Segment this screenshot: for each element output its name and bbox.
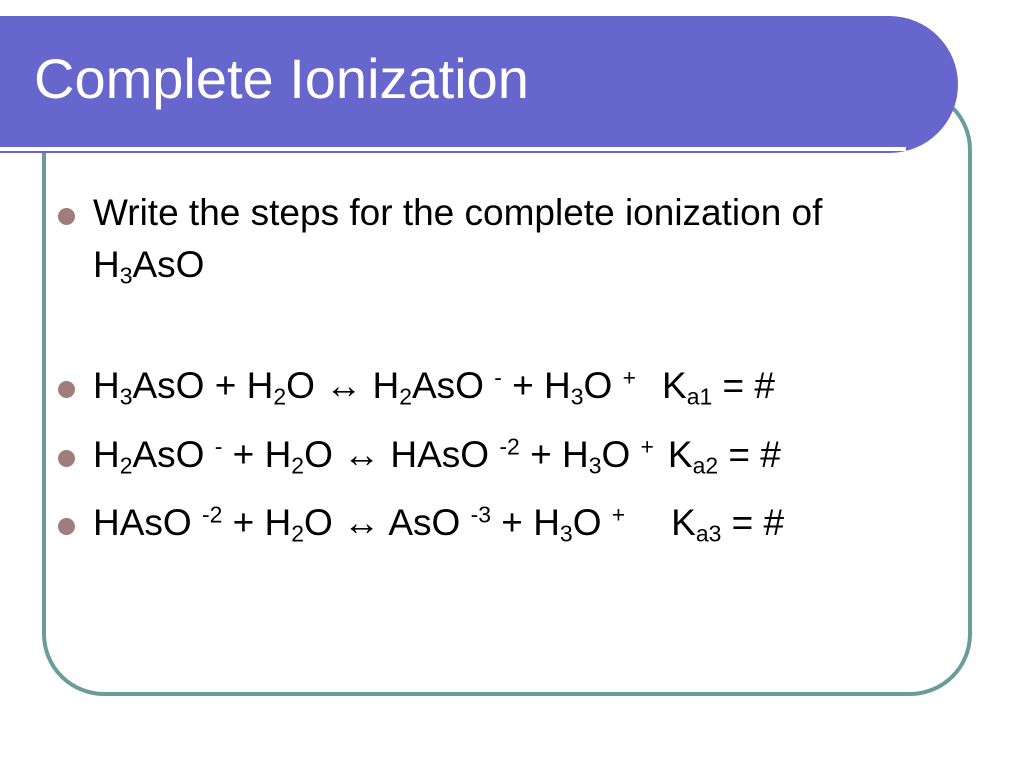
formula-subscript: 3 [559, 520, 573, 547]
plus-sign: + [214, 365, 237, 406]
plus-sign: + [530, 434, 552, 475]
constant-symbol: K [667, 434, 693, 475]
plus-sign: + [512, 365, 534, 406]
formula-part: H [533, 502, 560, 543]
formula-part: AsO [411, 365, 484, 406]
equation-step-2 [93, 429, 781, 481]
formula-part: H [264, 434, 292, 475]
formula-part: AsO [132, 244, 205, 285]
charge-superscript: -2 [201, 501, 223, 528]
constant-value: = # [731, 502, 785, 543]
formula-part: HAsO [390, 434, 490, 475]
equilibrium-arrow-icon: ↔ [343, 502, 381, 543]
title-underline [0, 147, 906, 151]
charge-superscript: + [622, 364, 637, 391]
formula-subscript: 3 [119, 262, 133, 289]
formula-part: H [264, 502, 292, 543]
formula-part: O [583, 365, 613, 406]
formula-part: H [246, 365, 274, 406]
formula-subscript: 2 [273, 383, 287, 410]
formula-part: O [572, 502, 602, 543]
formula-part: H [93, 434, 120, 475]
equilibrium-arrow-icon: ↔ [325, 365, 363, 406]
formula-part: AsO [132, 434, 205, 475]
constant-symbol: K [671, 502, 696, 543]
plus-sign: + [232, 502, 255, 543]
formula-subscript: 3 [570, 383, 584, 410]
intro-text-line1: Write the steps for the complete ionization of [93, 192, 823, 233]
formula-subscript: 3 [119, 383, 133, 410]
equilibrium-arrow-icon: ↔ [343, 434, 381, 475]
formula-part: H [561, 434, 589, 475]
charge-superscript: -2 [499, 433, 520, 460]
formula-part: O [601, 434, 631, 475]
intro-text-line2 [93, 239, 204, 291]
formula-subscript: 2 [291, 452, 305, 479]
formula-part: H [93, 365, 120, 406]
constant-subscript: a1 [686, 383, 713, 410]
formula-subscript: 2 [399, 383, 412, 410]
charge-superscript: + [640, 433, 654, 460]
formula-part: O [304, 434, 333, 475]
charge-superscript: + [611, 501, 626, 528]
formula-subscript: 2 [291, 520, 305, 547]
charge-superscript: -3 [470, 501, 492, 528]
plus-sign: + [501, 502, 523, 543]
plus-sign: + [232, 434, 255, 475]
bullet-dot [58, 518, 75, 535]
constant-value: = # [728, 434, 781, 475]
formula-part: H [93, 244, 120, 285]
constant-symbol: K [662, 365, 687, 406]
formula-part: O [304, 502, 333, 543]
charge-superscript: - [214, 433, 223, 460]
bullet-dot [58, 450, 75, 467]
formula-part: H [544, 365, 571, 406]
formula-subscript: 3 [588, 452, 602, 479]
formula-part: AsO [388, 502, 461, 543]
equation-step-1 [93, 360, 775, 412]
constant-subscript: a3 [695, 520, 722, 547]
constant-subscript: a2 [692, 452, 719, 479]
formula-part: H [372, 365, 400, 406]
slide-title: Complete Ionization [34, 47, 529, 110]
bullet-dot [58, 208, 75, 225]
constant-value: = # [722, 365, 775, 406]
equation-step-3 [93, 497, 784, 549]
formula-part: O [286, 365, 315, 406]
formula-subscript: 2 [119, 452, 133, 479]
bullet-dot [58, 381, 75, 398]
charge-superscript: - [494, 364, 502, 391]
formula-part: AsO [132, 365, 205, 406]
formula-part: HAsO [93, 502, 192, 543]
